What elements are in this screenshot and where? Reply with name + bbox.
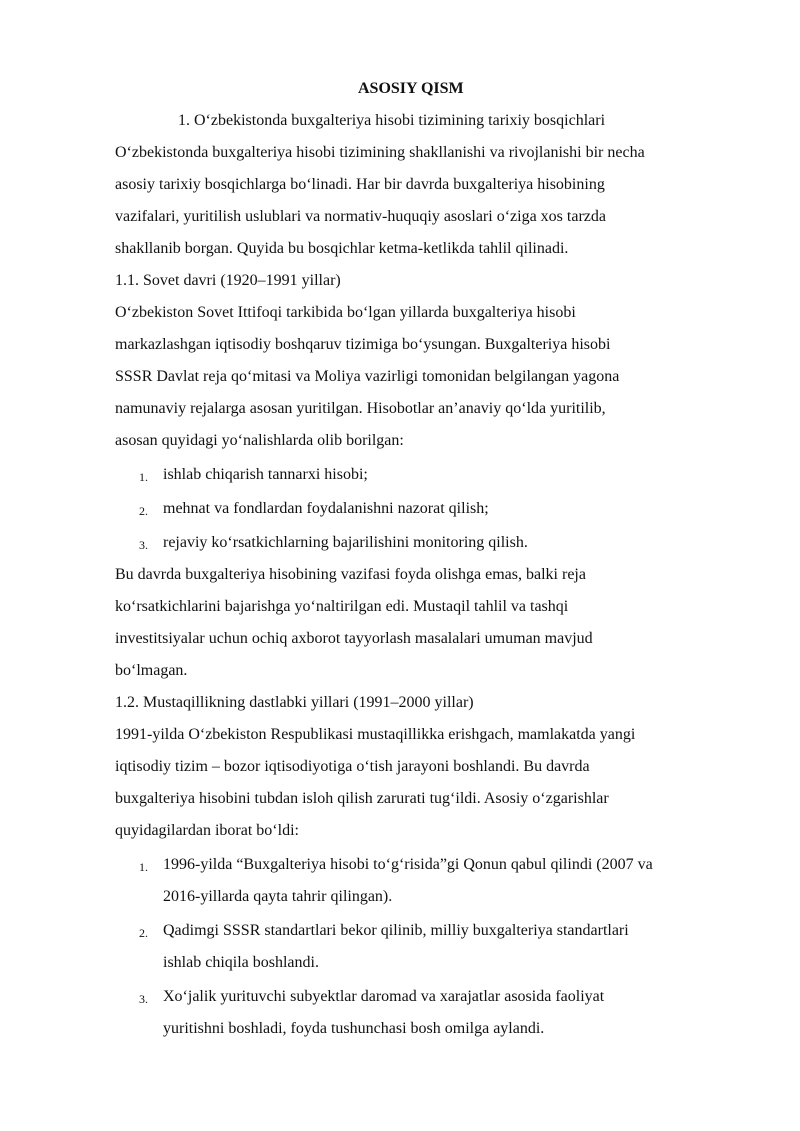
list-item: ishlab chiqarish tannarxi hisobi; xyxy=(163,466,368,483)
list-item-number: 1. xyxy=(139,470,148,484)
list-item: ishlab chiqila boshlandi. xyxy=(163,954,319,971)
list-item: Qadimgi SSSR standartlari bekor qilinib, milliy buxgalteriya standartlari xyxy=(163,922,629,939)
page-title: ASOSIY QISM xyxy=(358,80,464,97)
paragraph-line: namunaviy rejalarga asosan yuritilgan. Hisobotlar an’anaviy qo‘lda yuritilib, xyxy=(115,400,606,417)
paragraph-line: iqtisodiy tizim – bozor iqtisodiyotiga o‘tish jarayoni boshlandi. Bu davrda xyxy=(115,758,590,775)
paragraph-line: 1991-yilda O‘zbekiston Respublikasi mustaqillikka erishgach, mamlakatda yangi xyxy=(115,726,636,743)
paragraph-line: O‘zbekiston Sovet Ittifoqi tarkibida bo‘lgan yillarda buxgalteriya hisobi xyxy=(115,304,576,321)
list-item: mehnat va fondlardan foydalanishni nazorat qilish; xyxy=(163,500,489,517)
paragraph-line: investitsiyalar uchun ochiq axborot tayyorlash masalalari umuman mavjud xyxy=(115,630,593,647)
paragraph-line: O‘zbekistonda buxgalteriya hisobi tizimining shakllanishi va rivojlanishi bir necha xyxy=(115,144,645,161)
list-item: Xo‘jalik yurituvchi subyektlar daromad va xarajatlar asosida faoliyat xyxy=(163,988,605,1005)
list-item: 2016-yillarda qayta tahrir qilingan). xyxy=(163,888,393,905)
paragraph-line: markazlashgan iqtisodiy boshqaruv tizimiga bo‘ysungan. Buxgalteriya hisobi xyxy=(115,336,611,353)
list-item-number: 2. xyxy=(139,504,148,518)
paragraph-line: quyidagilardan iborat bo‘ldi: xyxy=(115,822,299,839)
list-item: yuritishni boshladi, foyda tushunchasi bosh omilga aylandi. xyxy=(163,1020,545,1037)
list-item-number: 2. xyxy=(139,926,148,940)
list-item: rejaviy ko‘rsatkichlarning bajarilishini monitoring qilish. xyxy=(163,534,528,551)
list-item-number: 1. xyxy=(139,860,148,874)
paragraph-line: asosan quyidagi yo‘nalishlarda olib borilgan: xyxy=(115,432,404,449)
paragraph-line: bo‘lmagan. xyxy=(115,662,188,679)
list-item: 1996-yilda “Buxgalteriya hisobi to‘g‘risida”gi Qonun qabul qilindi (2007 va xyxy=(163,856,653,873)
paragraph-line: SSSR Davlat reja qo‘mitasi va Moliya vazirligi tomonidan belgilangan yagona xyxy=(115,368,620,385)
paragraph-line: buxgalteriya hisobini tubdan isloh qilish zarurati tug‘ildi. Asosiy o‘zgarishlar xyxy=(115,790,609,807)
section-heading: 1. O‘zbekistonda buxgalteriya hisobi tizimining tarixiy bosqichlari xyxy=(178,112,606,129)
paragraph-line: Bu davrda buxgalteriya hisobining vazifasi foyda olishga emas, balki reja xyxy=(115,566,586,583)
subsection-heading: 1.1. Sovet davri (1920–1991 yillar) xyxy=(115,272,341,289)
paragraph-line: ko‘rsatkichlarini bajarishga yo‘naltirilgan edi. Mustaqil tahlil va tashqi xyxy=(115,598,569,615)
list-item-number: 3. xyxy=(139,538,148,552)
paragraph-line: vazifalari, yuritilish uslublari va normativ-huquqiy asoslari o‘ziga xos tarzda xyxy=(115,208,606,225)
subsection-heading: 1.2. Mustaqillikning dastlabki yillari (1991–2000 yillar) xyxy=(115,694,474,711)
paragraph-line: asosiy tarixiy bosqichlarga bo‘linadi. Har bir davrda buxgalteriya hisobining xyxy=(115,176,605,193)
paragraph-line: shakllanib borgan. Quyida bu bosqichlar ketma-ketlikda tahlil qilinadi. xyxy=(115,240,569,257)
list-item-number: 3. xyxy=(139,992,148,1006)
